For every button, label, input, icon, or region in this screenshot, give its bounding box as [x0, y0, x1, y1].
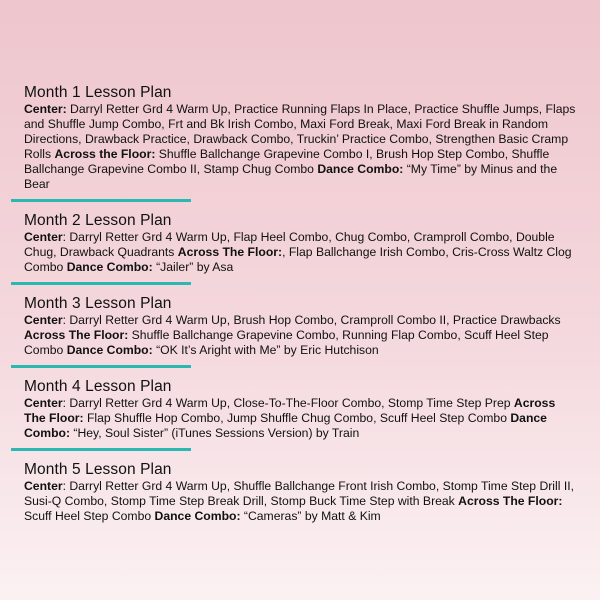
lesson-title: Month 2 Lesson Plan: [24, 212, 172, 229]
center-text: : Darryl Retter Grd 4 Warm Up, Close-To-The-Floor Combo, Stomp Time Step Prep: [62, 396, 514, 410]
dance-text: “My Time” by Minus and the Bear: [24, 162, 558, 191]
dance-label: Dance Combo:: [154, 509, 241, 523]
floor-text: Flap Shuffle Hop Combo, Jump Shuffle Chug Combo, Scuff Heel Step Combo: [83, 411, 511, 425]
lesson-month-2: [24, 212, 580, 275]
center-text: Darryl Retter Grd 4 Warm Up, Practice Running Flaps In Place, Practice Shuffle Jumps, Flaps and Shuffle Jump Combo, Frt and Bk Irish Combo, Maxi Ford Break, Maxi Ford Break in Random Directions, Drawback Practice, Drawback Combo, Truckin’ Practice Combo, Strengthen Basic Cramp Rolls: [24, 102, 576, 161]
lesson-body: [24, 479, 580, 524]
floor-text: Shuffle Ballchange Grapevine Combo, Running Flap Combo, Scuff Heel Step Combo: [24, 328, 549, 357]
dance-text: “Cameras” by Matt & Kim: [240, 509, 381, 523]
lesson-title: Month 3 Lesson Plan: [24, 295, 172, 312]
dance-label: Dance Combo:: [24, 411, 547, 440]
lesson-month-1: [24, 84, 580, 192]
center-label: Center: [24, 230, 63, 244]
center-label: Center: [24, 479, 63, 493]
floor-label: Across The Floor:: [177, 245, 283, 259]
floor-label: Across The Floor:: [24, 396, 556, 425]
center-text: : Darryl Retter Grd 4 Warm Up, Flap Heel Combo, Chug Combo, Cramproll Combo, Double Chug, Drawback Quadrants: [24, 230, 555, 259]
dance-label: Dance Combo:: [66, 260, 153, 274]
center-text: : Darryl Retter Grd 4 Warm Up, Shuffle Ballchange Front Irish Combo, Stomp Time Step Drill II, Susi-Q Combo, Stomp Time Step Break Drill, Stomp Buck Time Step with Break: [24, 479, 574, 508]
lesson-body: [24, 102, 580, 192]
dance-label: Dance Combo:: [66, 343, 153, 357]
floor-label: Across The Floor:: [24, 328, 129, 342]
floor-label: Across The Floor:: [458, 494, 563, 508]
lesson-body: [24, 313, 580, 358]
floor-label: Across the Floor:: [54, 147, 156, 161]
lesson-title: Month 4 Lesson Plan: [24, 378, 172, 395]
lesson-month-5: [24, 461, 580, 524]
lesson-title: Month 5 Lesson Plan: [24, 461, 172, 478]
center-label: Center:: [24, 102, 67, 116]
lesson-month-4: [24, 378, 580, 441]
floor-text: , Flap Ballchange Irish Combo, Cris-Cross Waltz Clog Combo: [24, 245, 572, 274]
dance-label: Dance Combo:: [317, 162, 404, 176]
lesson-body: [24, 230, 580, 275]
section-divider: [11, 282, 191, 285]
center-text: : Darryl Retter Grd 4 Warm Up, Brush Hop Combo, Cramproll Combo II, Practice Drawbacks: [62, 313, 561, 327]
lesson-month-3: [24, 295, 580, 358]
dance-text: “OK It’s Aright with Me” by Eric Hutchison: [152, 343, 379, 357]
floor-text: Shuffle Ballchange Grapevine Combo I, Brush Hop Step Combo, Shuffle Ballchange Grapevine Combo II, Stamp Chug Combo: [24, 147, 550, 176]
section-divider: [11, 448, 191, 451]
lesson-plan-page: [24, 84, 580, 524]
lesson-body: [24, 396, 580, 441]
lesson-title: Month 1 Lesson Plan: [24, 84, 172, 101]
dance-text: “Hey, Soul Sister” (iTunes Sessions Version) by Train: [70, 426, 360, 440]
section-divider: [11, 365, 191, 368]
section-divider: [11, 199, 191, 202]
center-label: Center: [24, 396, 63, 410]
dance-text: “Jailer” by Asa: [152, 260, 234, 274]
floor-text: Scuff Heel Step Combo: [24, 509, 155, 523]
center-label: Center: [24, 313, 63, 327]
